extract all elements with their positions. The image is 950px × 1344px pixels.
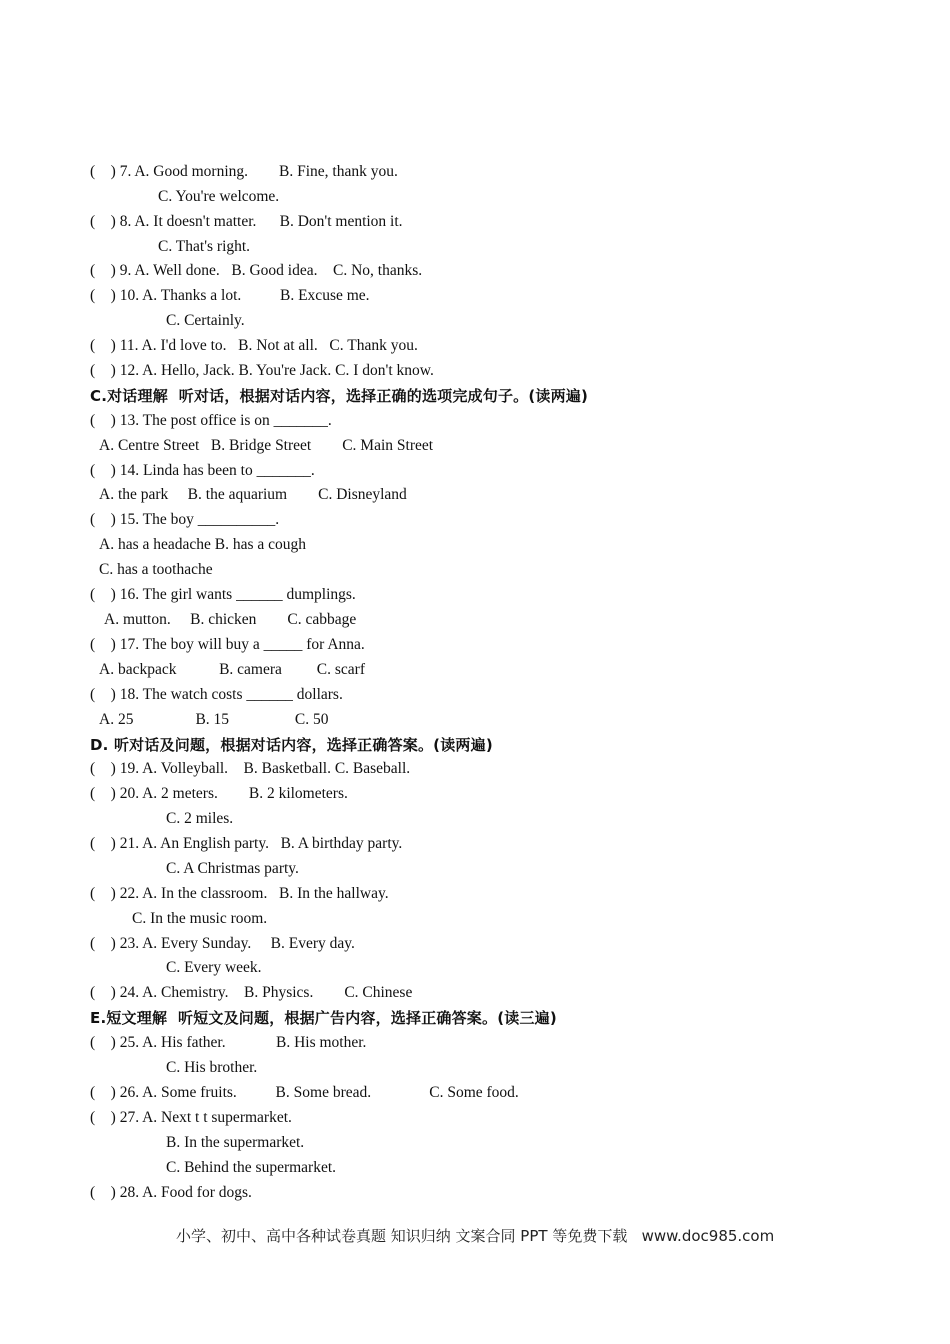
question-21: ( ) 21. A. An English party. B. A birthday party. xyxy=(90,835,403,852)
question-10-option-c: C. Certainly. xyxy=(166,312,245,329)
question-19: ( ) 19. A. Volleyball. B. Basketball. C. Baseball. xyxy=(90,760,411,777)
question-16: ( ) 16. The girl wants ______ dumplings. xyxy=(90,586,356,603)
question-12: ( ) 12. A. Hello, Jack. B. You're Jack. C. I don't know. xyxy=(90,362,434,379)
question-13: ( ) 13. The post office is on _______. xyxy=(90,412,332,429)
section-c-heading: C.对话理解 听对话，根据对话内容，选择正确的选项完成句子。(读两遍) xyxy=(90,387,589,405)
question-24: ( ) 24. A. Chemistry. B. Physics. C. Chinese xyxy=(90,984,413,1001)
question-26: ( ) 26. A. Some fruits. B. Some bread. C. Some food. xyxy=(90,1084,519,1101)
question-21-option-c: C. A Christmas party. xyxy=(166,860,299,877)
question-8: ( ) 8. A. It doesn't matter. B. Don't mention it. xyxy=(90,213,403,230)
question-25-option-c: C. His brother. xyxy=(166,1059,258,1076)
question-8-option-c: C. That's right. xyxy=(158,238,251,255)
question-14: ( ) 14. Linda has been to _______. xyxy=(90,462,315,479)
question-22-option-c: C. In the music room. xyxy=(132,910,268,927)
question-14-options: A. the park B. the aquarium C. Disneyland xyxy=(99,486,407,503)
question-27: ( ) 27. A. Next t t supermarket. xyxy=(90,1109,292,1126)
question-17-options: A. backpack B. camera C. scarf xyxy=(99,661,365,678)
footer-download-note: 小学、初中、高中各种试卷真题 知识归纳 文案合同 PPT 等免费下载 www.doc985.com xyxy=(176,1227,775,1245)
question-20: ( ) 20. A. 2 meters. B. 2 kilometers. xyxy=(90,785,348,802)
question-17: ( ) 17. The boy will buy a _____ for Anna. xyxy=(90,636,365,653)
question-27-option-b: B. In the supermarket. xyxy=(166,1134,305,1151)
question-28: ( ) 28. A. Food for dogs. xyxy=(90,1184,252,1201)
question-23: ( ) 23. A. Every Sunday. B. Every day. xyxy=(90,935,355,952)
question-11: ( ) 11. A. I'd love to. B. Not at all. C. Thank you. xyxy=(90,337,418,354)
question-22: ( ) 22. A. In the classroom. B. In the hallway. xyxy=(90,885,389,902)
question-15-options-ab: A. has a headache B. has a cough xyxy=(99,536,307,553)
question-20-option-c: C. 2 miles. xyxy=(166,810,234,827)
question-18-options: A. 25 B. 15 C. 50 xyxy=(99,711,329,728)
question-13-options: A. Centre Street B. Bridge Street C. Main Street xyxy=(99,437,434,454)
question-9: ( ) 9. A. Well done. B. Good idea. C. No, thanks. xyxy=(90,262,423,279)
section-d-heading: D. 听对话及问题，根据对话内容，选择正确答案。(读两遍) xyxy=(90,736,493,754)
question-25: ( ) 25. A. His father. B. His mother. xyxy=(90,1034,367,1051)
question-16-options: A. mutton. B. chicken C. cabbage xyxy=(104,611,357,628)
question-27-option-c: C. Behind the supermarket. xyxy=(166,1159,337,1176)
question-15-option-c: C. has a toothache xyxy=(99,561,213,578)
question-7: ( ) 7. A. Good morning. B. Fine, thank you. xyxy=(90,163,398,180)
question-23-option-c: C. Every week. xyxy=(166,959,262,976)
question-7-option-c: C. You're welcome. xyxy=(158,188,280,205)
question-18: ( ) 18. The watch costs ______ dollars. xyxy=(90,686,343,703)
section-e-heading: E.短文理解 听短文及问题，根据广告内容，选择正确答案。(读三遍) xyxy=(90,1009,557,1027)
question-10: ( ) 10. A. Thanks a lot. B. Excuse me. xyxy=(90,287,370,304)
question-15: ( ) 15. The boy __________. xyxy=(90,511,280,528)
